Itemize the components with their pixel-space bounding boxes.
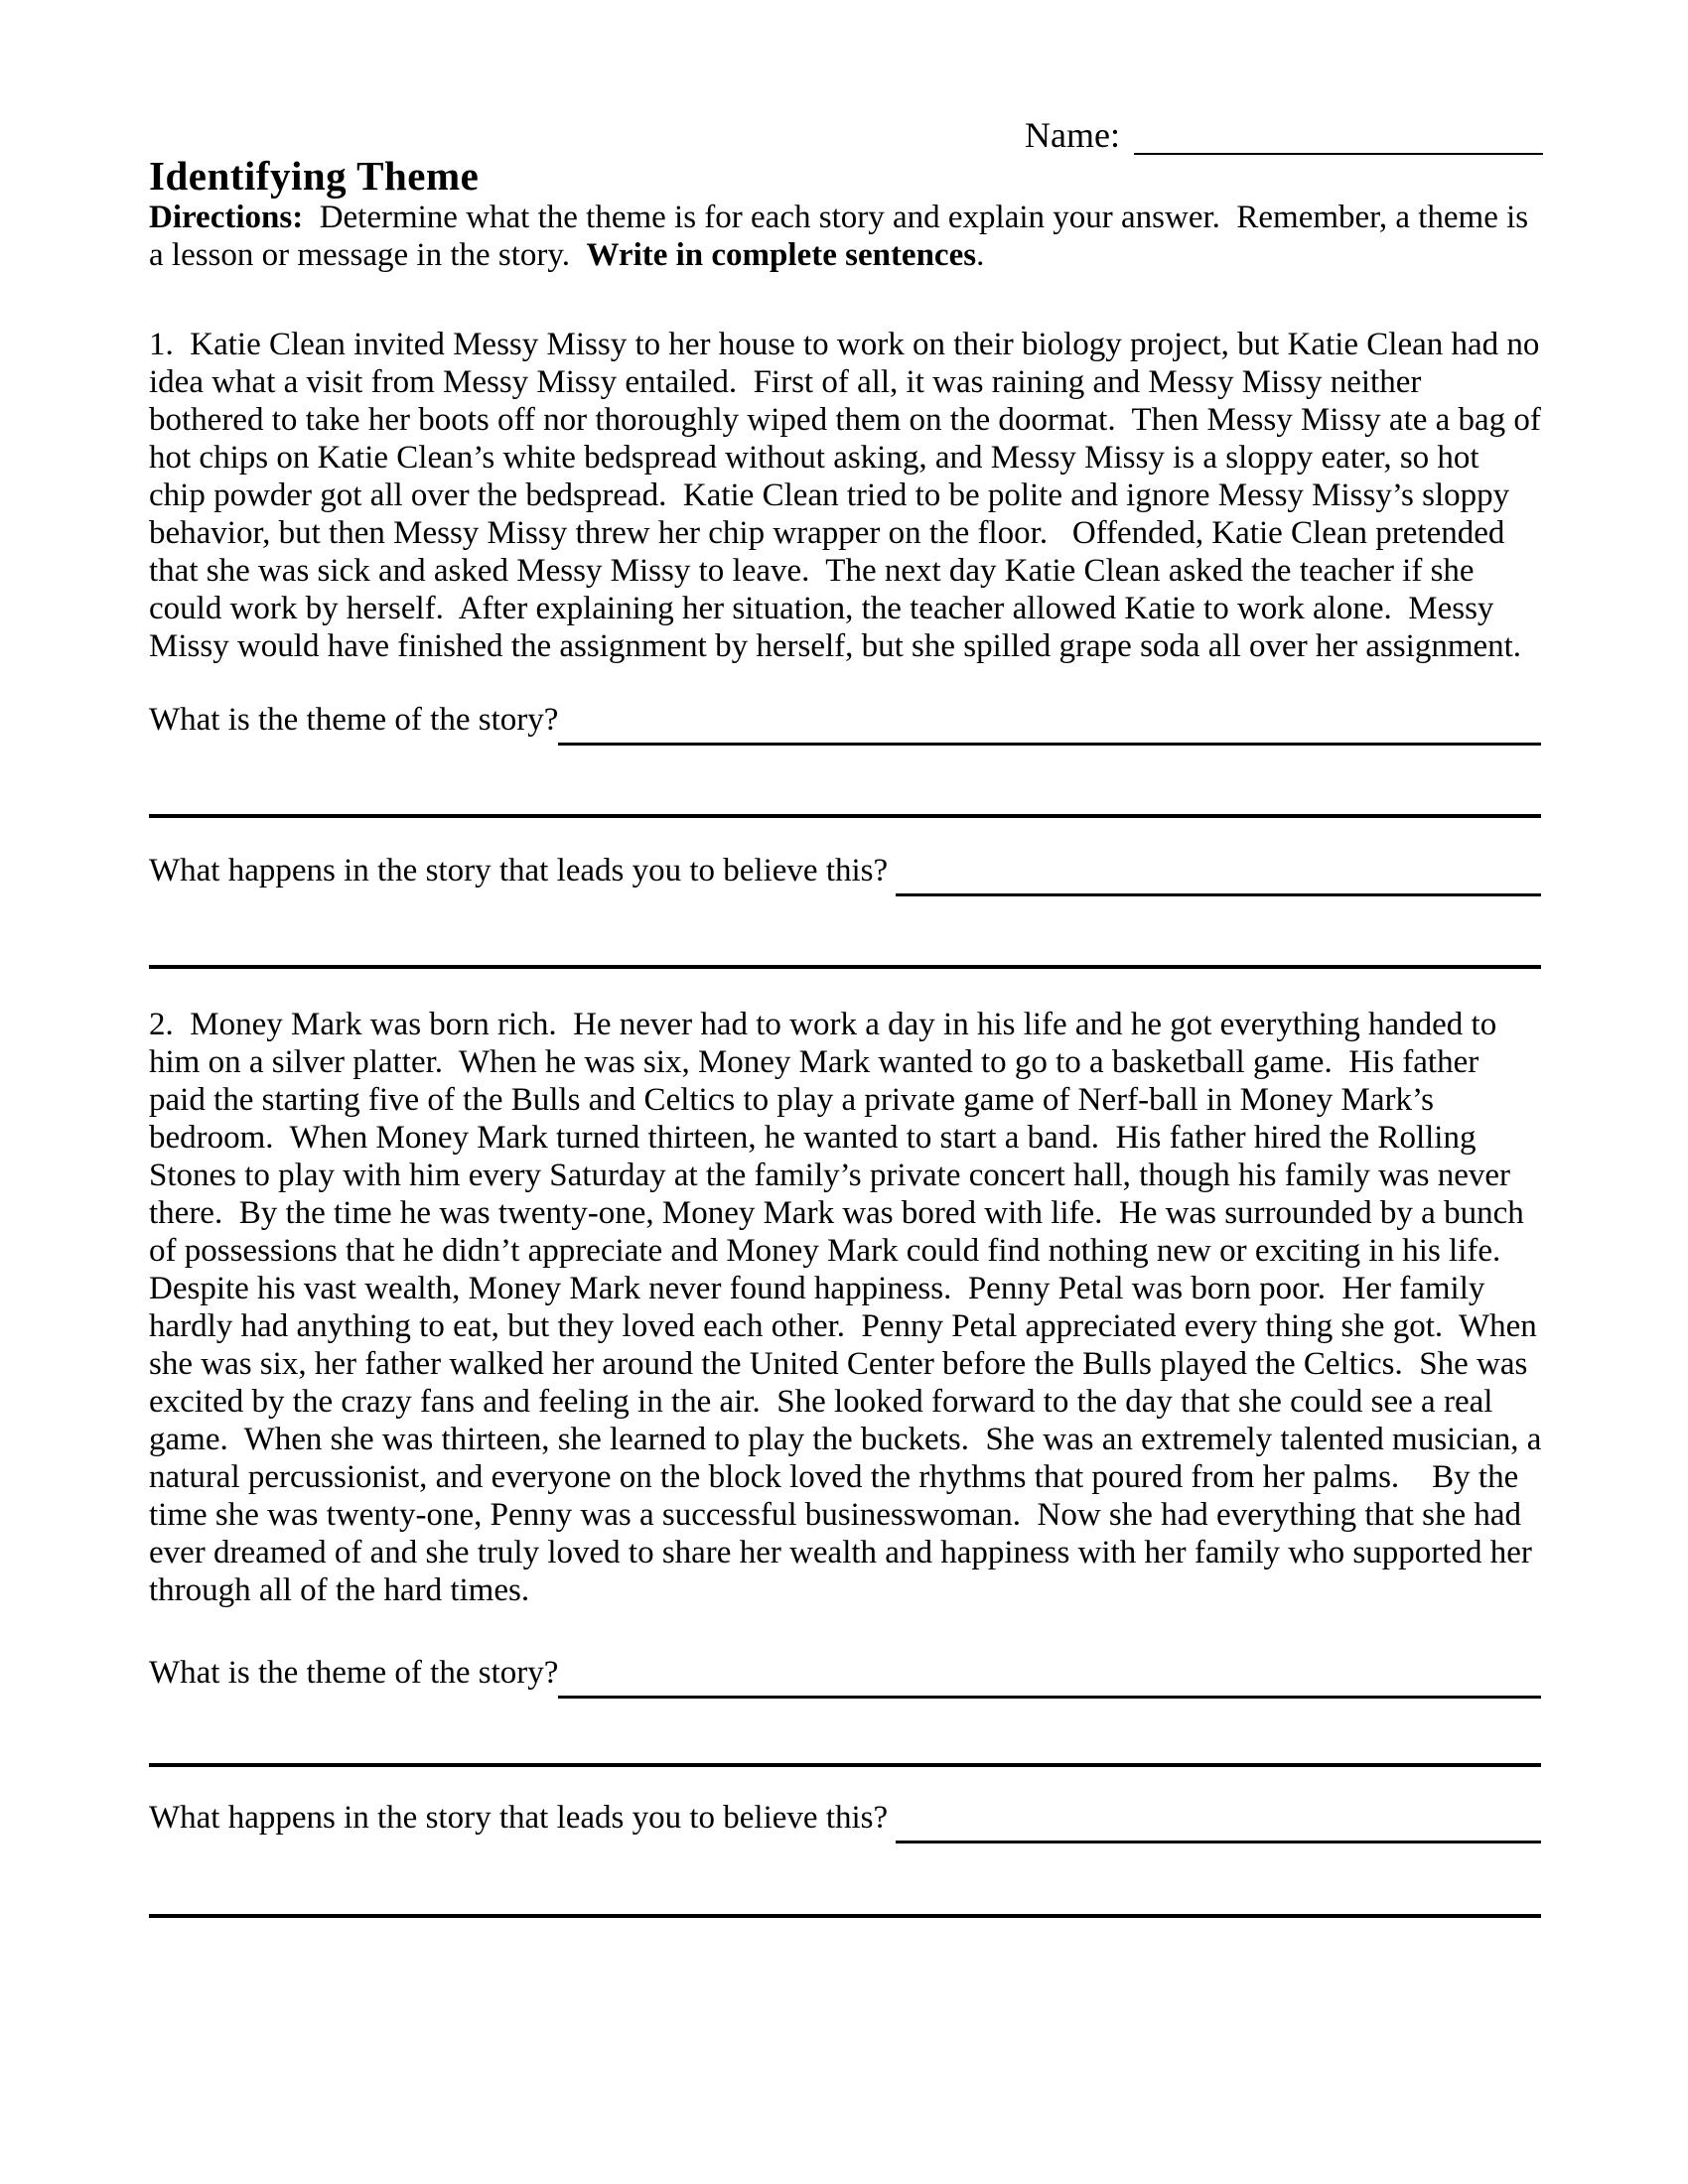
story-2-paragraph: 2. Money Mark was born rich. He never had to work a day in his life and he got everything handed to him on a silver platter. When he was six, Money Mark wanted to go to a basketball game. His father paid the starting five of the Bulls and Celtics to play a private game of Nerf-ball in Money Mark’s bedroom. When Money Mark turned thirteen, he wanted to start a band. His father hired the Rolling Stones to play with him every Saturday at the family’s private concert hall, though his family was never there. By the time he was twenty-one, Money Mark was bored with life. He was surrounded by a bunch of possessions that he didn’t appreciate and Money Mark could find nothing new or exciting in his life. Despite his vast wealth, Money Mark never found happiness. Penny Petal was born poor. Her family hardly had anything to eat, but they loved each other. Penny Petal appreciated every thing she got. When she was six, her father walked her around the United Center before the Bulls played the Celtics. She was excited by the crazy fans and feeling in the air. She looked forward to the day that she could see a real game. When she was thirteen, she learned to play the buckets. She was an extremely talented musician, a natural percussionist, and everyone on the block loved the rhythms that poured from her palms. By the time she was twenty-one, Penny was a successful businesswoman. Now she had everything that she had ever dreamed of and she truly loved to share her wealth and happiness with her family who supported her through all of the hard times. [149,1007,1550,1608]
believe-question-label: What happens in the story that leads you to believe this? [149,1800,897,1836]
directions-emphasis: Write in complete sentences [586,237,977,273]
theme-question-label: What is the theme of the story? [149,1655,559,1691]
directions-suffix: . [976,237,985,273]
name-blank-line [1134,115,1543,155]
believe-answer-line [896,852,1541,896]
story-1-paragraph: 1. Katie Clean invited Messy Missy to her house to work on their biology project, but Katie Clean had no idea what a visit from Messy Missy entailed. First of all, it was raining and Messy Missy neither bothered to take her boots off nor thoroughly wiped them on the doormat. Then Messy Missy ate a bag of hot chips on Katie Clean’s white bedspread without asking, and Messy Missy is a sloppy eater, so hot chip powder got all over the bedspread. Katie Clean tried to be polite and ignore Messy Missy’s sloppy behavior, but then Messy Missy threw her chip wrapper on the floor. Offended, Katie Clean pretended that she was sick and asked Messy Missy to leave. The next day Katie Clean asked the teacher if she could work by herself. After explaining her situation, the teacher allowed Katie to work alone. Messy Missy would have finished the assignment by herself, but she spilled grape soda all over her assignment. [149,327,1550,664]
answer-continuation-line [149,1763,1541,1767]
theme-answer-line [558,1654,1541,1699]
story-1-believe-question [149,852,1541,896]
name-label: Name: [1025,115,1120,155]
directions-text: Determine what the theme is for each story and explain your answer. Remember, a theme is a lesson or message in the story. [149,200,1537,273]
story-2-believe-question [149,1799,1541,1843]
story-2-theme-question [149,1654,1541,1699]
answer-continuation-line [149,814,1541,818]
believe-answer-line [896,1799,1541,1843]
page-title: Identifying Theme [149,153,480,199]
answer-continuation-line [149,965,1541,969]
theme-question-label: What is the theme of the story? [149,702,559,738]
directions [149,199,1543,274]
directions-label: Directions: [149,200,304,235]
theme-answer-line [558,701,1541,746]
story-1-theme-question [149,701,1541,746]
name-row [149,115,1543,155]
answer-continuation-line [149,1914,1541,1918]
believe-question-label: What happens in the story that leads you to believe this? [149,853,897,888]
